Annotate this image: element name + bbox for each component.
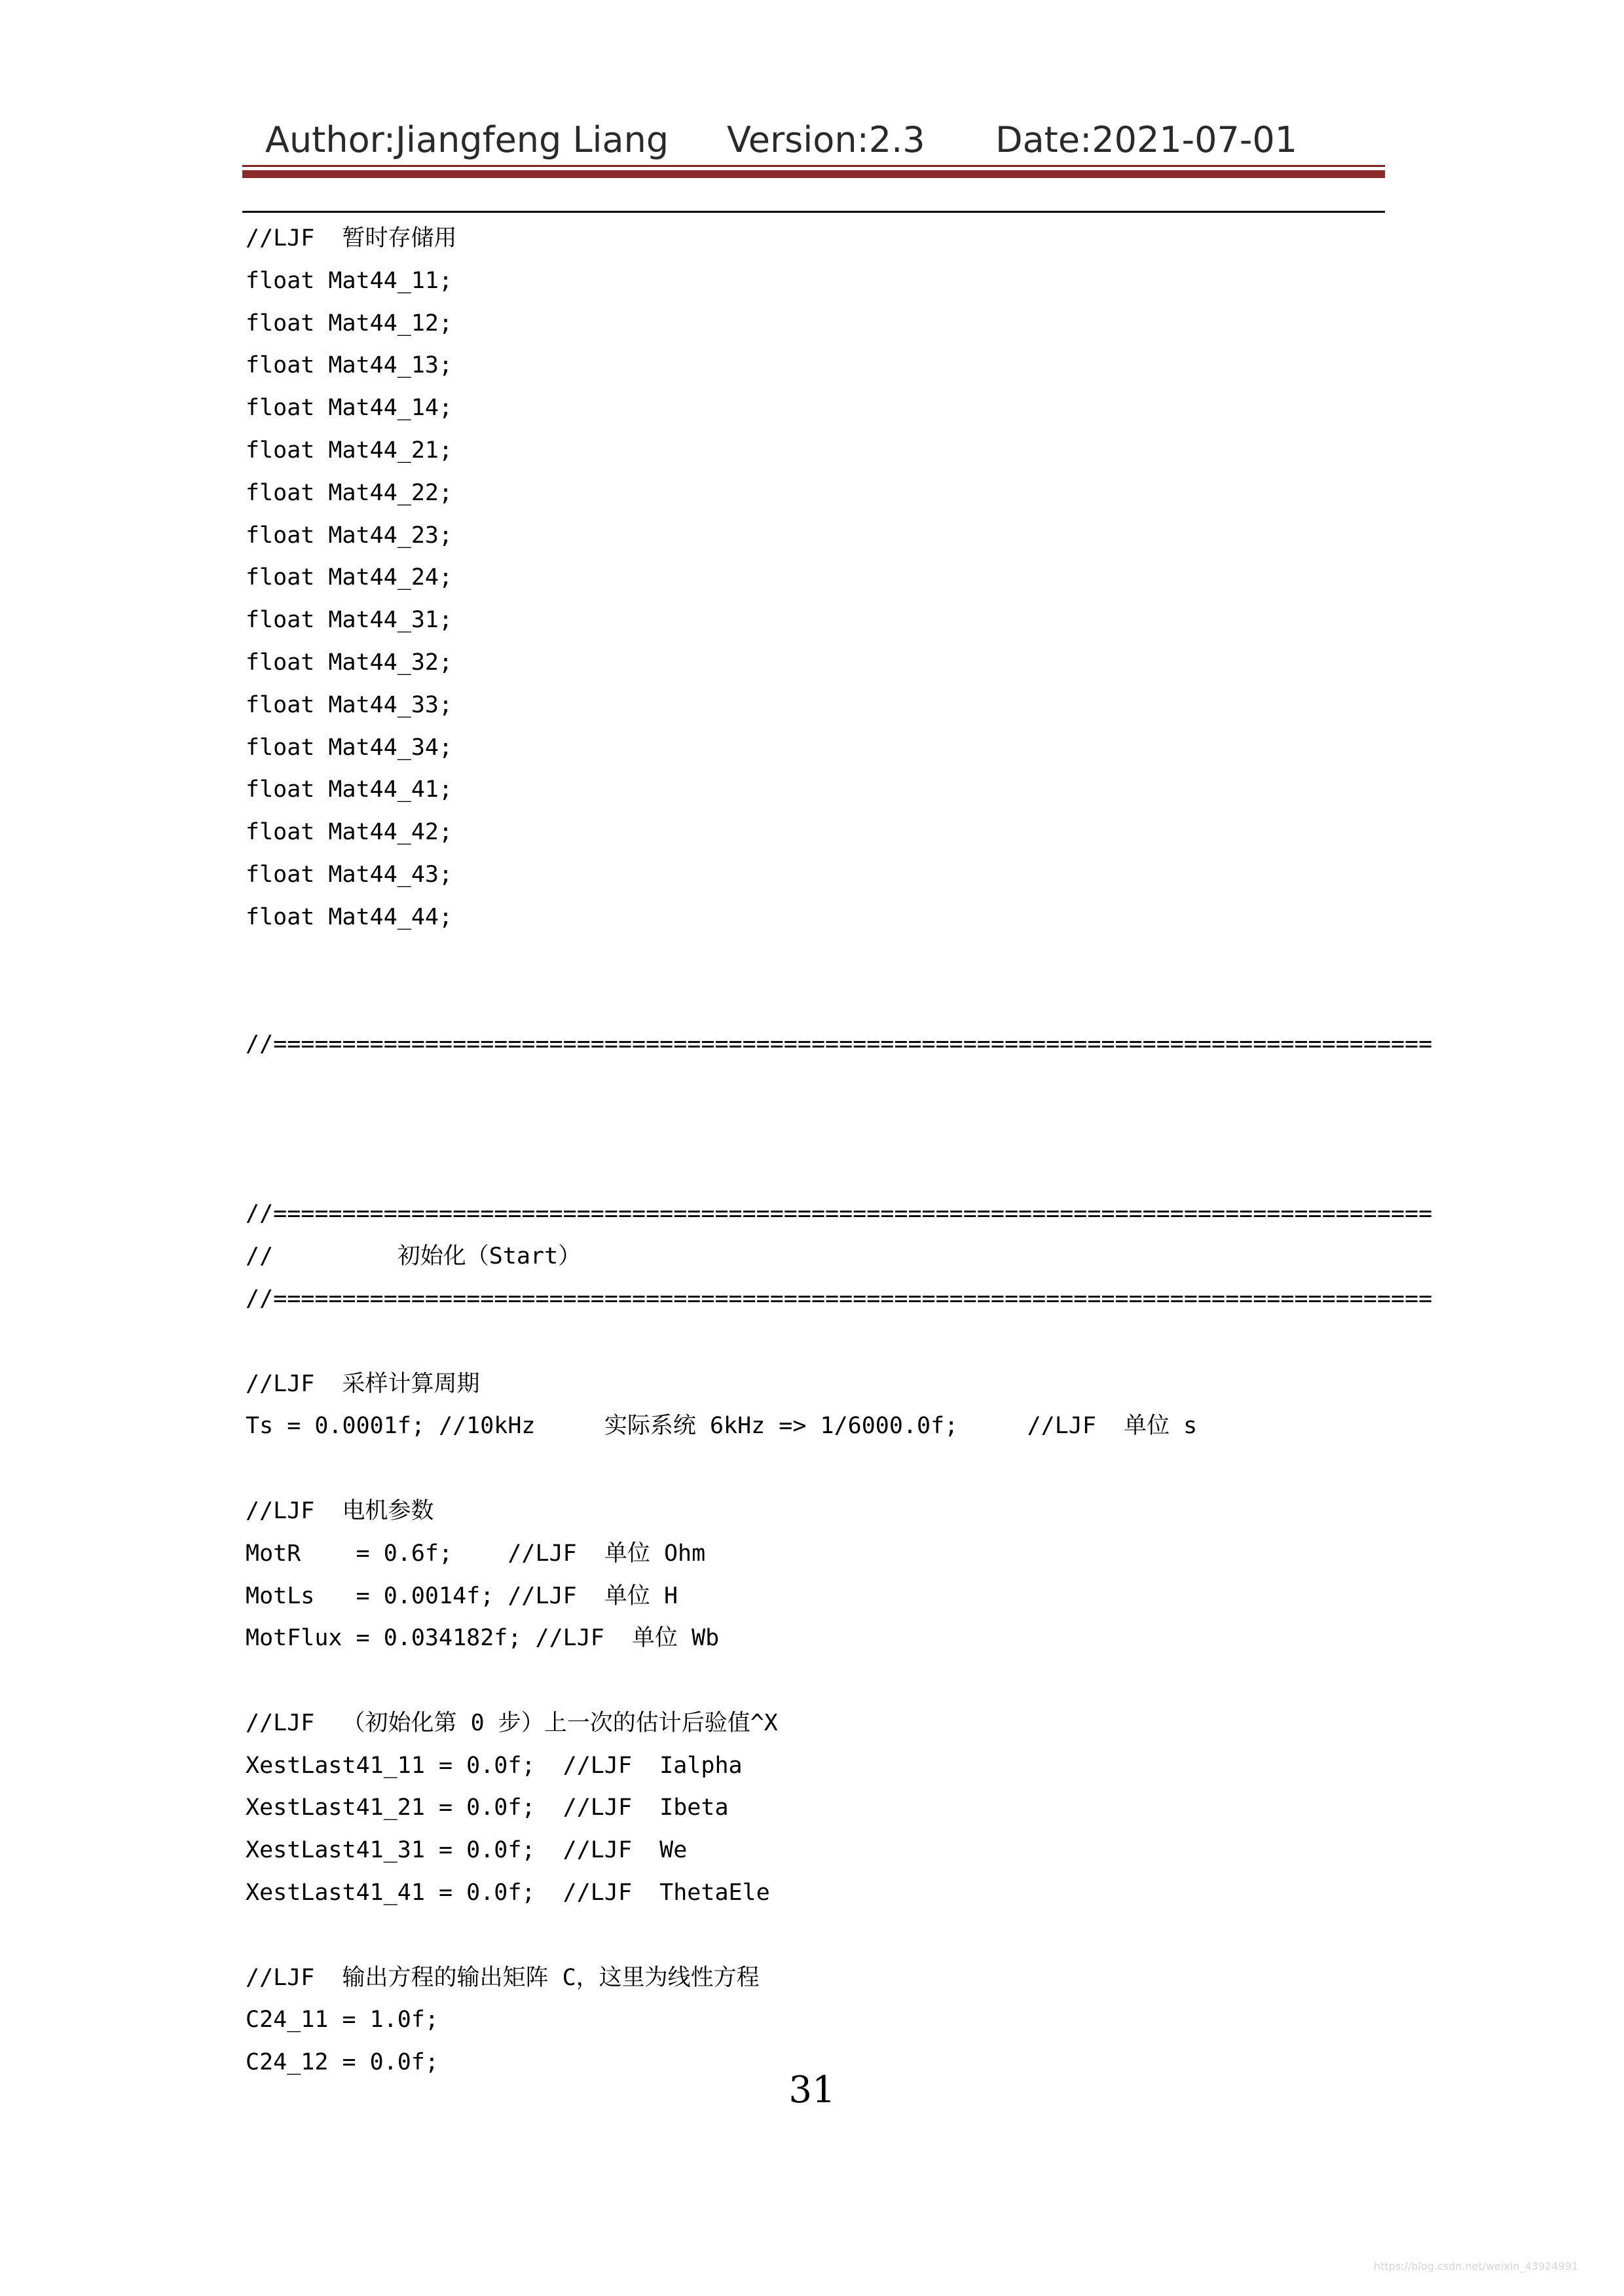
code-line: // 初始化（Start） <box>246 1243 581 1270</box>
code-line: //LJF 电机参数 <box>246 1497 434 1524</box>
code-line: float Mat44_41; <box>246 776 453 803</box>
code-line: float Mat44_14; <box>246 395 453 422</box>
code-line: MotR = 0.6f; //LJF 单位 Ohm <box>246 1540 706 1567</box>
content-top-rule <box>242 211 1385 213</box>
code-line <box>246 1448 1385 1490</box>
code-line: float Mat44_24; <box>246 564 453 591</box>
code-line: XestLast41_11 = 0.0f; //LJF Ialpha <box>246 1752 743 1779</box>
code-line: //LJF 暂时存储用 <box>246 225 457 251</box>
code-line <box>246 1066 1385 1108</box>
header-rule-thick <box>242 170 1385 178</box>
code-line: //==================================================================================== <box>246 1031 1433 1058</box>
header-rule-thin <box>242 165 1385 167</box>
watermark: https://blog.csdn.net/weixin_43924991 <box>1373 2260 1578 2272</box>
code-line <box>246 1321 1385 1363</box>
code-line: float Mat44_32; <box>246 649 453 676</box>
code-line: MotLs = 0.0014f; //LJF 单位 H <box>246 1582 678 1609</box>
header-author: Author:Jiangfeng Liang <box>265 119 669 160</box>
page-number: 31 <box>788 2069 836 2111</box>
code-line: float Mat44_44; <box>246 903 453 930</box>
page-header <box>242 111 1382 170</box>
code-line: XestLast41_41 = 0.0f; //LJF ThetaEle <box>246 1880 770 1906</box>
code-line: //LJF （初始化第 0 步）上一次的估计后验值^X <box>246 1709 778 1736</box>
header-version: Version:2.3 <box>727 119 925 160</box>
code-line: float Mat44_13; <box>246 352 453 379</box>
code-line: float Mat44_12; <box>246 310 453 337</box>
code-line: //LJF 输出方程的输出矩阵 C，这里为线性方程 <box>246 1964 760 1991</box>
code-line <box>246 1660 1385 1702</box>
code-line: float Mat44_31; <box>246 607 453 634</box>
code-line: C24_12 = 0.0f; <box>246 2049 439 2076</box>
code-line: float Mat44_11; <box>246 267 453 294</box>
code-line: float Mat44_22; <box>246 479 453 506</box>
code-line <box>246 1151 1385 1194</box>
code-line: float Mat44_33; <box>246 691 453 718</box>
code-line: //==================================================================================== <box>246 1285 1433 1312</box>
code-line: float Mat44_34; <box>246 734 453 761</box>
header-date: Date:2021-07-01 <box>995 119 1298 160</box>
code-line: float Mat44_43; <box>246 861 453 888</box>
code-line <box>246 1914 1385 1957</box>
code-line: C24_11 = 1.0f; <box>246 2007 439 2033</box>
code-line <box>246 1108 1385 1151</box>
code-line: Ts = 0.0001f; //10kHz 实际系统 6kHz => 1/6000.0f; //LJF 单位 s <box>246 1413 1198 1440</box>
code-block <box>246 217 1433 2084</box>
code-line: XestLast41_31 = 0.0f; //LJF We <box>246 1837 688 1864</box>
code-line: //==================================================================================== <box>246 1201 1433 1228</box>
code-line <box>246 939 1385 981</box>
code-line <box>246 981 1385 1023</box>
code-line: float Mat44_42; <box>246 819 453 846</box>
code-line: float Mat44_21; <box>246 437 453 464</box>
code-line: MotFlux = 0.034182f; //LJF 单位 Wb <box>246 1625 720 1652</box>
code-line: //LJF 采样计算周期 <box>246 1370 480 1397</box>
code-line: float Mat44_23; <box>246 522 453 549</box>
code-line: XestLast41_21 = 0.0f; //LJF Ibeta <box>246 1795 729 1821</box>
